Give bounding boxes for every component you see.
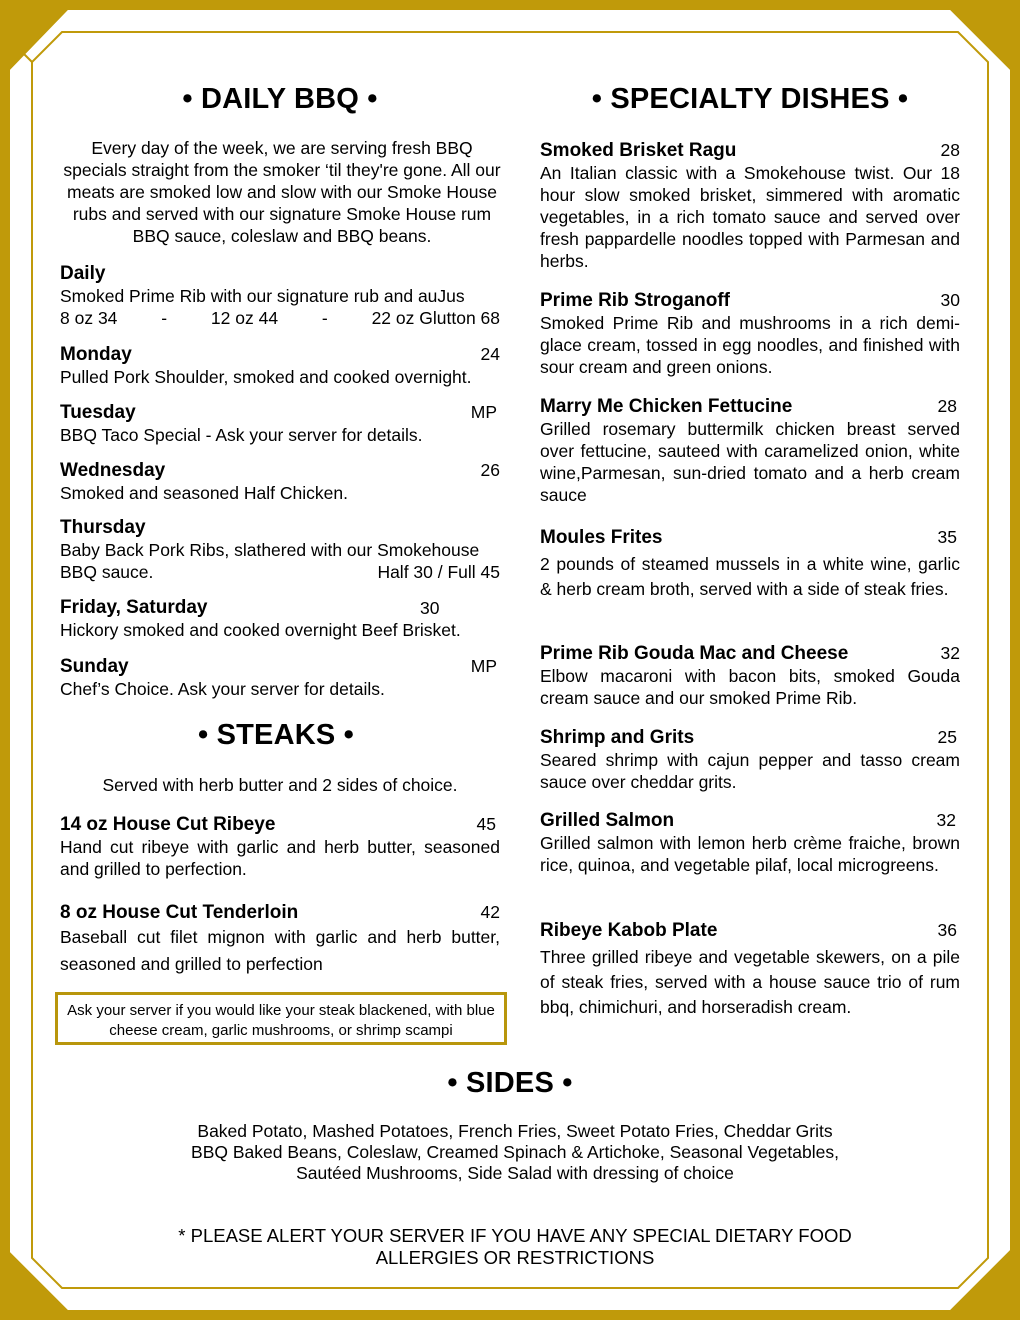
item-desc: Smoked and seasoned Half Chicken. xyxy=(60,483,348,503)
item-price: 25 xyxy=(937,727,957,747)
item-desc: Pulled Pork Shoulder, smoked and cooked overnight. xyxy=(60,367,472,387)
item-desc: 2 pounds of steamed mussels in a white wine, garlic & herb cream broth, served with a side of steak fries. xyxy=(540,554,960,599)
menu-item-mac-and-cheese xyxy=(540,642,960,709)
price-8oz: 8 oz 34 xyxy=(60,308,118,328)
price-22oz: 22 oz Glutton 68 xyxy=(371,308,500,328)
price-12oz: 12 oz 44 xyxy=(210,308,279,328)
item-price: 30 xyxy=(420,598,440,618)
item-price: Half 30 / Full 45 xyxy=(377,562,500,582)
item-name: Grilled Salmon xyxy=(540,810,675,831)
menu-item-monday xyxy=(60,343,500,388)
sides-heading: • SIDES • xyxy=(447,1067,573,1099)
menu-item-ribeye xyxy=(60,813,500,880)
item-name: Ribeye Kabob Plate xyxy=(540,920,718,941)
item-name: Daily xyxy=(60,263,106,284)
item-name: 8 oz House Cut Tenderloin xyxy=(60,902,299,923)
menu-item-sunday xyxy=(60,655,497,700)
item-name: Wednesday xyxy=(60,460,166,481)
sides-list xyxy=(110,1121,920,1184)
item-price: 28 xyxy=(940,140,960,160)
item-desc-cont: BBQ sauce. xyxy=(60,562,154,582)
item-price: 32 xyxy=(936,810,956,830)
item-name: Monday xyxy=(60,344,132,365)
item-name: Shrimp and Grits xyxy=(540,727,695,748)
item-desc: Three grilled ribeye and vegetable skewers, on a pile of steak fries, served with a house sauce trio of rum bbq, chimichuri, and horseradish cream. xyxy=(540,947,960,1017)
sides-line-2: BBQ Baked Beans, Coleslaw, Creamed Spinach & Artichoke, Seasonal Vegetables, xyxy=(191,1142,839,1162)
item-price: 42 xyxy=(480,902,500,922)
steaks-heading: • STEAKS • xyxy=(197,719,355,751)
item-price: 32 xyxy=(940,643,960,663)
menu-item-tenderloin xyxy=(60,901,500,978)
specialty-heading: • SPECIALTY DISHES • xyxy=(591,83,909,115)
menu-item-shrimp-grits xyxy=(540,726,960,793)
item-name: Marry Me Chicken Fettucine xyxy=(540,396,793,417)
item-price: 26 xyxy=(480,460,500,480)
item-desc: An Italian classic with a Smokehouse twist. Our 18 hour slow smoked brisket, simmered with aromatic vegetables, in a rich tomato sauce and served over fresh pappardelle noodles topped with Parmesan and herbs. xyxy=(540,163,960,271)
item-price: 24 xyxy=(480,344,500,364)
item-desc: Chef’s Choice. Ask your server for details. xyxy=(60,679,385,699)
daily-bbq-intro: Every day of the week, we are serving fresh BBQ specials straight from the smoker ‘til they're gone. All our meats are smoked low and slow with our Smoke House rubs and served with our signature Smoke House rum BBQ sauce, coleslaw and BBQ beans. xyxy=(63,138,501,246)
item-name: Sunday xyxy=(60,656,129,677)
menu-item-tuesday xyxy=(60,401,497,446)
item-price: 36 xyxy=(937,920,957,940)
item-price: 45 xyxy=(476,814,496,834)
item-price: MP xyxy=(470,402,497,422)
item-desc: Seared shrimp with cajun pepper and tasso cream sauce over cheddar grits. xyxy=(540,750,960,792)
item-price: 28 xyxy=(937,396,957,416)
item-desc: Smoked Prime Rib with our signature rub and auJus xyxy=(60,286,465,306)
allergy-notice-line-2: ALLERGIES OR RESTRICTIONS xyxy=(375,1247,655,1268)
item-desc: Grilled rosemary buttermilk chicken breast served over fettucine, sauteed with caramelized onion, white wine,Parmesan, sun-dried tomato and a herb cream sauce xyxy=(540,419,960,505)
menu-item-thursday xyxy=(60,517,500,583)
price-dash: - xyxy=(161,308,168,328)
steaks-intro: Served with herb butter and 2 sides of choice. xyxy=(102,775,458,795)
item-name: 14 oz House Cut Ribeye xyxy=(60,814,276,835)
item-name: Prime Rib Gouda Mac and Cheese xyxy=(540,643,849,664)
item-desc: BBQ Taco Special - Ask your server for details. xyxy=(60,425,423,445)
allergy-notice-line-1: * PLEASE ALERT YOUR SERVER IF YOU HAVE ANY SPECIAL DIETARY FOOD xyxy=(178,1225,852,1246)
item-name: Smoked Brisket Ragu xyxy=(540,140,737,161)
item-name: Tuesday xyxy=(60,402,136,423)
item-desc: Hand cut ribeye with garlic and herb butter, seasoned and grilled to perfection. xyxy=(60,837,500,879)
steak-options-note: Ask your server if you would like your steak blackened, with blue cheese cream, garlic mushrooms, or shrimp scampi xyxy=(55,992,507,1045)
item-desc: Elbow macaroni with bacon bits, smoked Gouda cream sauce and our smoked Prime Rib. xyxy=(540,666,960,708)
item-name: Prime Rib Stroganoff xyxy=(540,290,731,311)
thursday-desc-line2 xyxy=(60,561,500,583)
sides-line-1: Baked Potato, Mashed Potatoes, French Fries, Sweet Potato Fries, Cheddar Grits xyxy=(197,1121,833,1141)
item-price: 30 xyxy=(940,290,960,310)
item-price: MP xyxy=(470,656,497,676)
menu-item-wednesday xyxy=(60,459,500,504)
item-name: Moules Frites xyxy=(540,527,663,548)
price-dash: - xyxy=(321,308,328,328)
item-price: 35 xyxy=(937,527,957,547)
menu-item-moules-frites xyxy=(540,526,960,602)
menu-item-daily xyxy=(60,263,500,329)
allergy-notice xyxy=(110,1225,920,1269)
item-desc: Smoked Prime Rib and mushrooms in a rich demi-glace cream, tossed in egg noodles, and finished with sour cream and green onions. xyxy=(540,313,960,377)
menu-item-friday-saturday xyxy=(60,597,500,641)
daily-prices xyxy=(60,307,500,329)
item-name: Friday, Saturday xyxy=(60,597,208,618)
sides-line-3: Sautéed Mushrooms, Side Salad with dressing of choice xyxy=(296,1163,734,1183)
menu-item-grilled-salmon xyxy=(540,809,960,876)
item-desc: Hickory smoked and cooked overnight Beef Brisket. xyxy=(60,620,461,640)
menu-item-chicken-fettucine xyxy=(540,395,960,506)
menu-item-stroganoff xyxy=(540,289,960,378)
item-name: Thursday xyxy=(60,517,146,538)
menu-item-brisket-ragu xyxy=(540,139,960,272)
item-desc: Baseball cut filet mignon with garlic and herb butter, seasoned and grilled to perfection xyxy=(60,927,500,974)
item-desc: Baby Back Pork Ribs, slathered with our Smokehouse xyxy=(60,540,480,560)
daily-bbq-heading: • DAILY BBQ • xyxy=(182,83,378,115)
menu-item-ribeye-kabob xyxy=(540,919,960,1020)
item-desc: Grilled salmon with lemon herb crème fraiche, brown rice, quinoa, and vegetable pilaf, local microgreens. xyxy=(540,833,960,875)
